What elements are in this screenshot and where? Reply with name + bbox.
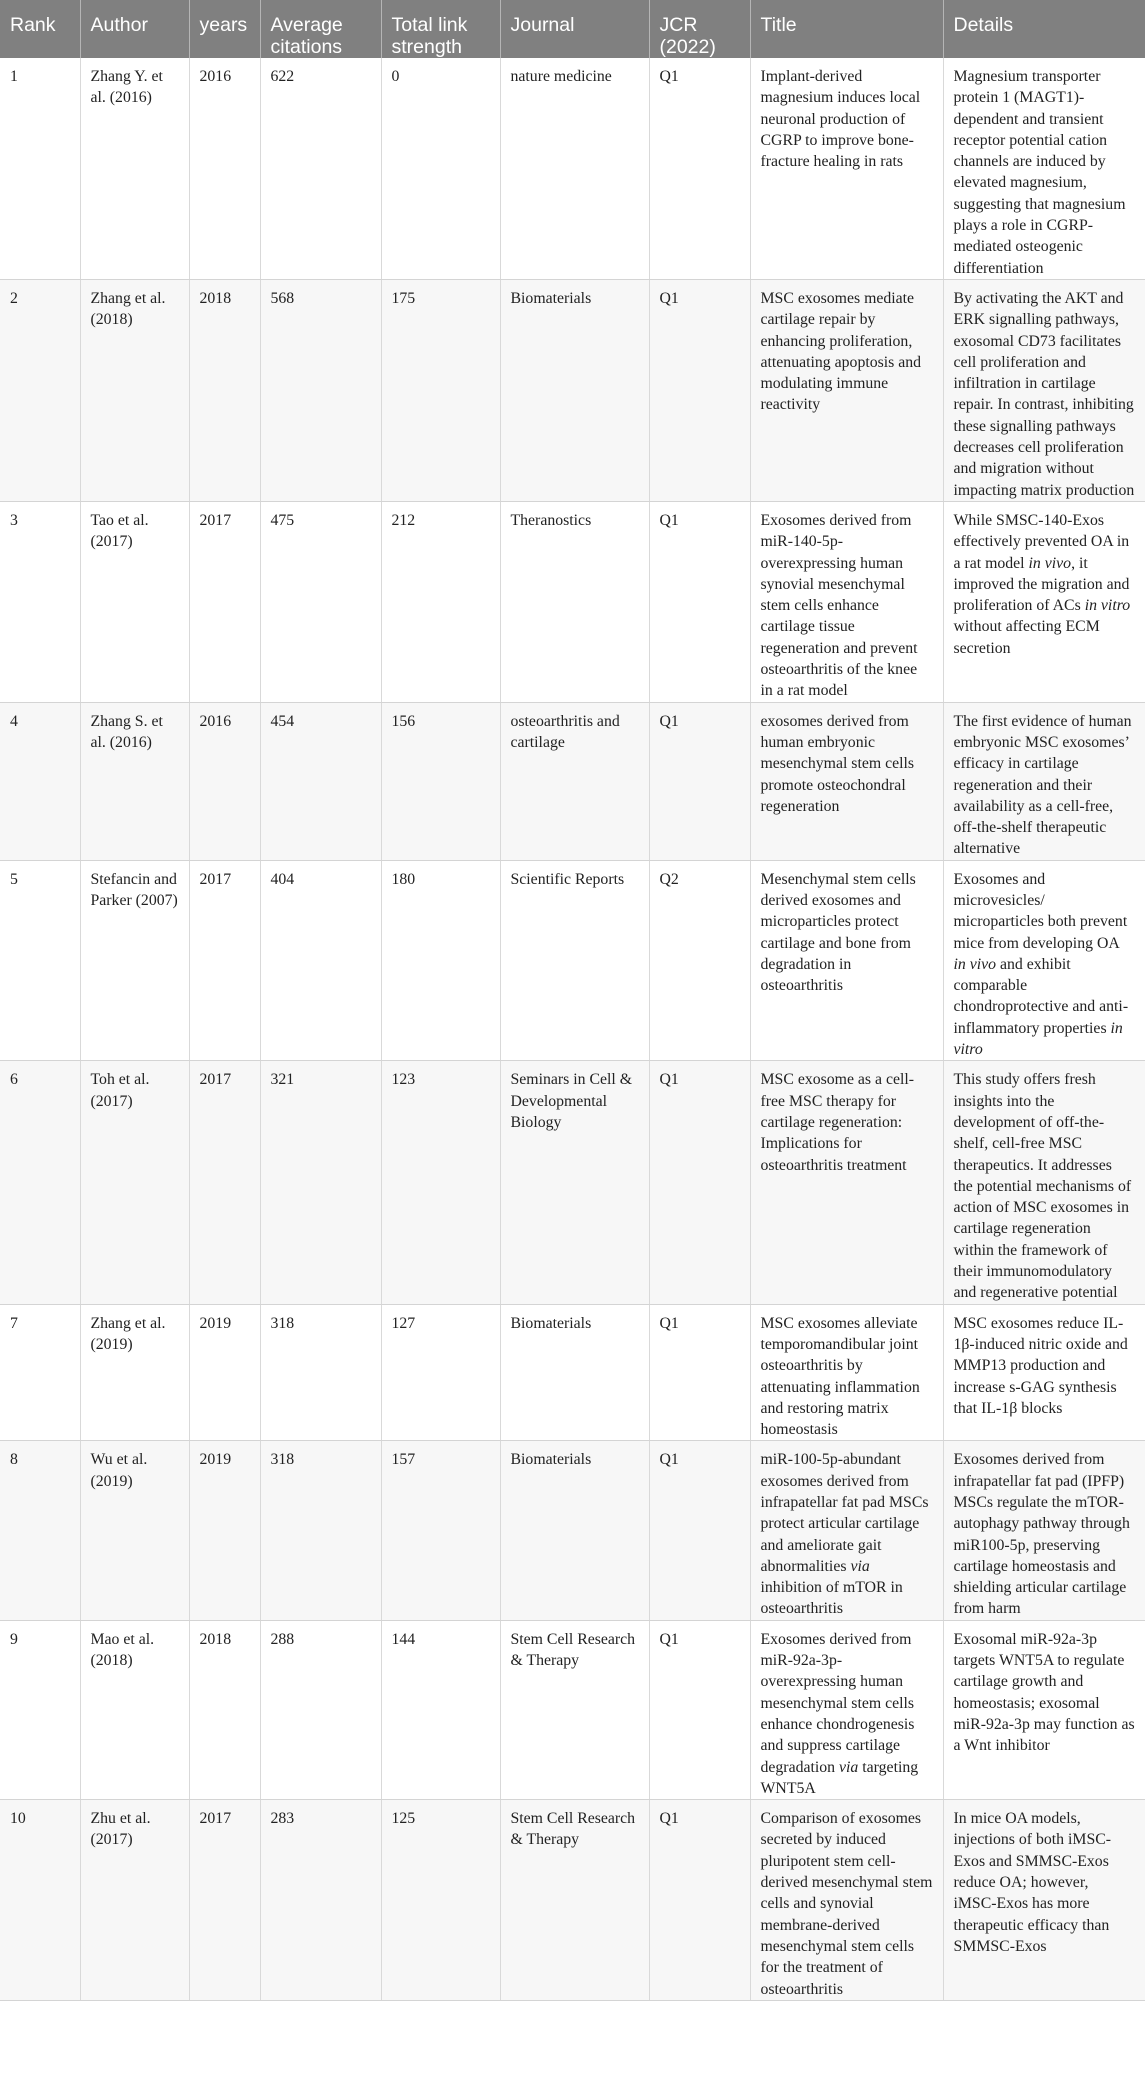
journal-cell: Biomaterials	[500, 1304, 649, 1441]
author-cell: Tao et al. (2017)	[80, 501, 189, 702]
link-strength-cell: 212	[381, 501, 500, 702]
details-cell: Exosomal miR-92a-3p targets WNT5A to regulate cartilage growth and homeostasis; exosomal miR-92a-3p may function as a Wnt inhibitor	[943, 1620, 1145, 1799]
rank-cell: 8	[0, 1441, 80, 1620]
link-strength-cell: 175	[381, 279, 500, 501]
jcr-cell: Q1	[649, 1620, 750, 1799]
table-body	[0, 58, 1145, 2000]
year-cell: 2017	[189, 860, 260, 1061]
header-rank: Rank	[0, 0, 80, 58]
author-cell: Zhang Y. et al. (2016)	[80, 58, 189, 279]
header-title: Title	[750, 0, 943, 58]
italic-term: in vitro	[953, 1019, 1123, 1059]
title-cell: Implant-derived magnesium induces local neuronal production of CGRP to improve bone-fracture healing in rats	[750, 58, 943, 279]
author-cell: Zhu et al. (2017)	[80, 1800, 189, 2001]
header-years: years	[189, 0, 260, 58]
link-strength-cell: 0	[381, 58, 500, 279]
journal-cell: osteoarthritis and cartilage	[500, 702, 649, 860]
author-cell: Zhang S. et al. (2016)	[80, 702, 189, 860]
details-cell: Exosomes and microvesicles/ microparticles both prevent mice from developing OA in vivo and exhibit comparable chondroprotective and anti-inflammatory properties in vitro	[943, 860, 1145, 1061]
header-average-citations: Average citations	[260, 0, 381, 58]
year-cell: 2017	[189, 1061, 260, 1304]
journal-cell: Theranostics	[500, 501, 649, 702]
header-total-link-strength: Total link strength	[381, 0, 500, 58]
author-cell: Zhang et al. (2019)	[80, 1304, 189, 1441]
title-cell: MSC exosomes alleviate temporomandibular joint osteoarthritis by attenuating inflammation and restoring matrix homeostasis	[750, 1304, 943, 1441]
details-cell: In mice OA models, injections of both iMSC-Exos and SMMSC-Exos reduce OA; however, iMSC-Exos has more therapeutic efficacy than SMMSC-Exos	[943, 1800, 1145, 2001]
link-strength-cell: 156	[381, 702, 500, 860]
jcr-cell: Q1	[649, 58, 750, 279]
table-row	[0, 1620, 1145, 1799]
details-cell: Exosomes derived from infrapatellar fat pad (IPFP) MSCs regulate the mTOR-autophagy pathway through miR100-5p, preserving cartilage homeostasis and shielding articular cartilage from harm	[943, 1441, 1145, 1620]
link-strength-cell: 125	[381, 1800, 500, 2001]
italic-term: in vivo	[953, 955, 997, 973]
title-cell: MSC exosome as a cell-free MSC therapy for cartilage regeneration: Implications for osteoarthritis treatment	[750, 1061, 943, 1304]
citations-cell: 475	[260, 501, 381, 702]
italic-term: via	[839, 1758, 859, 1776]
rank-cell: 9	[0, 1620, 80, 1799]
rank-cell: 2	[0, 279, 80, 501]
year-cell: 2019	[189, 1304, 260, 1441]
rank-cell: 3	[0, 501, 80, 702]
details-cell: Magnesium transporter protein 1 (MAGT1)-dependent and transient receptor potential cation channels are induced by elevated magnesium, suggesting that magnesium plays a role in CGRP-mediated osteogenic differentiation	[943, 58, 1145, 279]
journal-cell: Seminars in Cell & Developmental Biology	[500, 1061, 649, 1304]
author-cell: Zhang et al. (2018)	[80, 279, 189, 501]
title-cell: exosomes derived from human embryonic mesenchymal stem cells promote osteochondral regeneration	[750, 702, 943, 860]
jcr-cell: Q2	[649, 860, 750, 1061]
citations-cell: 568	[260, 279, 381, 501]
table-row	[0, 279, 1145, 501]
table-row	[0, 501, 1145, 702]
details-cell: While SMSC-140-Exos effectively prevented OA in a rat model in vivo, it improved the migration and proliferation of ACs in vitro without affecting ECM secretion	[943, 501, 1145, 702]
journal-cell: Biomaterials	[500, 1441, 649, 1620]
table-row	[0, 58, 1145, 279]
italic-term: via	[850, 1557, 870, 1575]
year-cell: 2018	[189, 1620, 260, 1799]
author-cell: Toh et al. (2017)	[80, 1061, 189, 1304]
journal-cell: Stem Cell Research & Therapy	[500, 1800, 649, 2001]
rank-cell: 10	[0, 1800, 80, 2001]
details-cell: This study offers fresh insights into the development of off-the-shelf, cell-free MSC therapeutics. It addresses the potential mechanisms of action of MSC exosomes in cartilage regeneration within the framework of their immunomodulatory and regenerative potential	[943, 1061, 1145, 1304]
year-cell: 2017	[189, 1800, 260, 2001]
year-cell: 2019	[189, 1441, 260, 1620]
citations-cell: 404	[260, 860, 381, 1061]
table-row	[0, 860, 1145, 1061]
header-author: Author	[80, 0, 189, 58]
jcr-cell: Q1	[649, 1061, 750, 1304]
header-row	[0, 0, 1145, 58]
link-strength-cell: 180	[381, 860, 500, 1061]
title-cell: MSC exosomes mediate cartilage repair by enhancing proliferation, attenuating apoptosis and modulating immune reactivity	[750, 279, 943, 501]
table-row	[0, 1061, 1145, 1304]
journal-cell: Biomaterials	[500, 279, 649, 501]
year-cell: 2016	[189, 58, 260, 279]
details-cell: MSC exosomes reduce IL-1β-induced nitric oxide and MMP13 production and increase s-GAG synthesis that IL-1β blocks	[943, 1304, 1145, 1441]
rank-cell: 5	[0, 860, 80, 1061]
jcr-cell: Q1	[649, 279, 750, 501]
link-strength-cell: 123	[381, 1061, 500, 1304]
title-cell: Exosomes derived from miR-140-5p-overexpressing human synovial mesenchymal stem cells enhance cartilage tissue regeneration and prevent osteoarthritis of the knee in a rat model	[750, 501, 943, 702]
header-details: Details	[943, 0, 1145, 58]
link-strength-cell: 157	[381, 1441, 500, 1620]
jcr-cell: Q1	[649, 1304, 750, 1441]
citations-cell: 454	[260, 702, 381, 860]
rank-cell: 4	[0, 702, 80, 860]
journal-cell: nature medicine	[500, 58, 649, 279]
journal-cell: Stem Cell Research & Therapy	[500, 1620, 649, 1799]
link-strength-cell: 144	[381, 1620, 500, 1799]
jcr-cell: Q1	[649, 501, 750, 702]
details-cell: The first evidence of human embryonic MSC exosomes’ efficacy in cartilage regeneration and their availability as a cell-free, off-the-shelf therapeutic alternative	[943, 702, 1145, 860]
year-cell: 2016	[189, 702, 260, 860]
citations-cell: 283	[260, 1800, 381, 2001]
citations-cell: 288	[260, 1620, 381, 1799]
link-strength-cell: 127	[381, 1304, 500, 1441]
title-cell: Exosomes derived from miR-92a-3p-overexpressing human mesenchymal stem cells enhance chondrogenesis and suppress cartilage degradation via targeting WNT5A	[750, 1620, 943, 1799]
details-cell: By activating the AKT and ERK signalling pathways, exosomal CD73 facilitates cell proliferation and infiltration in cartilage repair. In contrast, inhibiting these signalling pathways decreases cell proliferation and migration without impacting matrix production	[943, 279, 1145, 501]
table-row	[0, 1304, 1145, 1441]
table-row	[0, 1800, 1145, 2001]
citations-cell: 318	[260, 1304, 381, 1441]
title-cell: miR-100-5p-abundant exosomes derived from infrapatellar fat pad MSCs protect articular cartilage and ameliorate gait abnormalities via inhibition of mTOR in osteoarthritis	[750, 1441, 943, 1620]
year-cell: 2018	[189, 279, 260, 501]
jcr-cell: Q1	[649, 702, 750, 860]
journal-cell: Scientific Reports	[500, 860, 649, 1061]
italic-term: in vitro	[1084, 597, 1131, 615]
author-cell: Wu et al. (2019)	[80, 1441, 189, 1620]
citations-cell: 622	[260, 58, 381, 279]
author-cell: Stefancin and Parker (2007)	[80, 860, 189, 1061]
title-cell: Mesenchymal stem cells derived exosomes and microparticles protect cartilage and bone from degradation in osteoarthritis	[750, 860, 943, 1061]
header-journal: Journal	[500, 0, 649, 58]
table-row	[0, 1441, 1145, 1620]
jcr-cell: Q1	[649, 1800, 750, 2001]
rank-cell: 1	[0, 58, 80, 279]
rank-cell: 7	[0, 1304, 80, 1441]
author-cell: Mao et al. (2018)	[80, 1620, 189, 1799]
title-cell: Comparison of exosomes secreted by induced pluripotent stem cell-derived mesenchymal stem cells and synovial membrane-derived mesenchymal stem cells for the treatment of osteoarthritis	[750, 1800, 943, 2001]
italic-term: in vivo	[1028, 554, 1072, 572]
header-jcr: JCR (2022)	[649, 0, 750, 58]
citations-cell: 318	[260, 1441, 381, 1620]
table-row	[0, 702, 1145, 860]
citations-cell: 321	[260, 1061, 381, 1304]
rank-cell: 6	[0, 1061, 80, 1304]
year-cell: 2017	[189, 501, 260, 702]
jcr-cell: Q1	[649, 1441, 750, 1620]
